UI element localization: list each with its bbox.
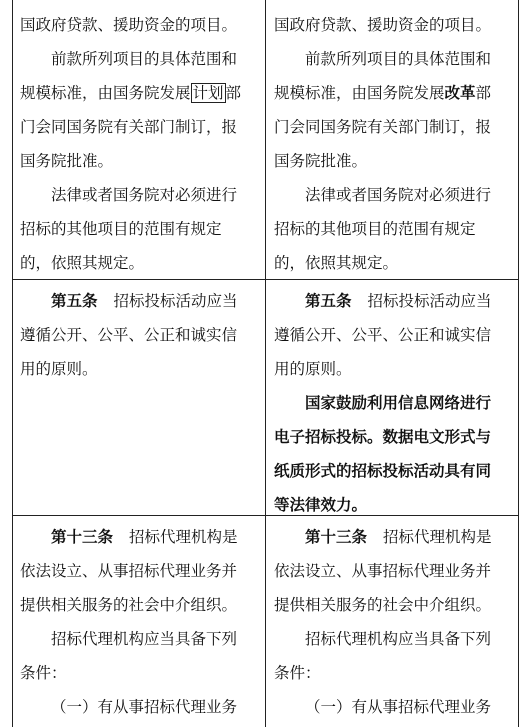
text-line: 条件： bbox=[274, 664, 321, 682]
text-line: 的，依照其规定。 bbox=[274, 254, 399, 272]
row-1-new-cell bbox=[266, 0, 518, 279]
text-line: 国政府贷款、援助资金的项目。 bbox=[20, 16, 238, 34]
text-line: 法律或者国务院对必须进行 bbox=[51, 186, 238, 204]
text-line: 遵循公开、公平、公正和诚实信 bbox=[274, 326, 492, 344]
row-1-old-cell bbox=[12, 0, 265, 279]
text-line: 条件： bbox=[20, 664, 67, 682]
text-line: 第五条 招标投标活动应当 bbox=[305, 292, 492, 310]
text-line: 规模标准，由国务院发展改革部 bbox=[274, 84, 492, 102]
comparison-table bbox=[12, 0, 519, 727]
text-line: 依法设立、从事招标代理业务并 bbox=[274, 562, 492, 580]
row-2-new-cell bbox=[266, 280, 518, 515]
text-line: 招标代理机构应当具备下列 bbox=[305, 630, 492, 648]
text-line: 国务院批准。 bbox=[274, 152, 368, 170]
text-line: 招标的其他项目的范围有规定 bbox=[20, 220, 222, 238]
text-line: 的，依照其规定。 bbox=[20, 254, 145, 272]
text-line: 依法设立、从事招标代理业务并 bbox=[20, 562, 238, 580]
changed-term: 改革 bbox=[444, 84, 476, 102]
added-text-line: 纸质形式的招标投标活动具有同 bbox=[274, 462, 492, 480]
text-line: 规模标准，由国务院发展 计划 部 bbox=[20, 84, 242, 102]
article-number: 第五条 bbox=[305, 292, 352, 310]
row-3-new-cell bbox=[266, 516, 518, 727]
text-line: 第五条 招标投标活动应当 bbox=[51, 292, 238, 310]
text-line: 前款所列项目的具体范围和 bbox=[305, 50, 492, 68]
text-line: 门会同国务院有关部门制订，报 bbox=[274, 118, 492, 136]
text-line: 国政府贷款、援助资金的项目。 bbox=[274, 16, 492, 34]
article-number: 第五条 bbox=[51, 292, 98, 310]
text-line: 招标的其他项目的范围有规定 bbox=[274, 220, 476, 238]
text-line: 提供相关服务的社会中介组织。 bbox=[274, 596, 492, 614]
text-line: 门会同国务院有关部门制订，报 bbox=[20, 118, 238, 136]
row-3-old-cell bbox=[12, 516, 265, 727]
text-line: 第十三条 招标代理机构是 bbox=[51, 528, 238, 546]
text-line: 法律或者国务院对必须进行 bbox=[305, 186, 492, 204]
highlight-box-old-term: 计划 bbox=[192, 84, 224, 102]
added-text-line: 等法律效力。 bbox=[274, 496, 368, 514]
text-line: 前款所列项目的具体范围和 bbox=[51, 50, 238, 68]
text-line: 用的原则。 bbox=[20, 360, 98, 378]
text-line: （一）有从事招标代理业务 bbox=[51, 698, 238, 716]
text-line: （一）有从事招标代理业务 bbox=[305, 698, 492, 716]
text-line: 第十三条 招标代理机构是 bbox=[305, 528, 492, 546]
article-number: 第十三条 bbox=[305, 528, 368, 546]
text-line: 招标代理机构应当具备下列 bbox=[51, 630, 238, 648]
text-line: 提供相关服务的社会中介组织。 bbox=[20, 596, 238, 614]
table-border-right bbox=[518, 0, 519, 727]
article-number: 第十三条 bbox=[51, 528, 114, 546]
added-text-line: 电子招标投标。数据电文形式与 bbox=[274, 428, 492, 446]
added-text-line: 国家鼓励利用信息网络进行 bbox=[305, 394, 492, 412]
text-line: 遵循公开、公平、公正和诚实信 bbox=[20, 326, 238, 344]
row-2-old-cell bbox=[12, 280, 265, 515]
text-line: 用的原则。 bbox=[274, 360, 352, 378]
text-line: 国务院批准。 bbox=[20, 152, 114, 170]
